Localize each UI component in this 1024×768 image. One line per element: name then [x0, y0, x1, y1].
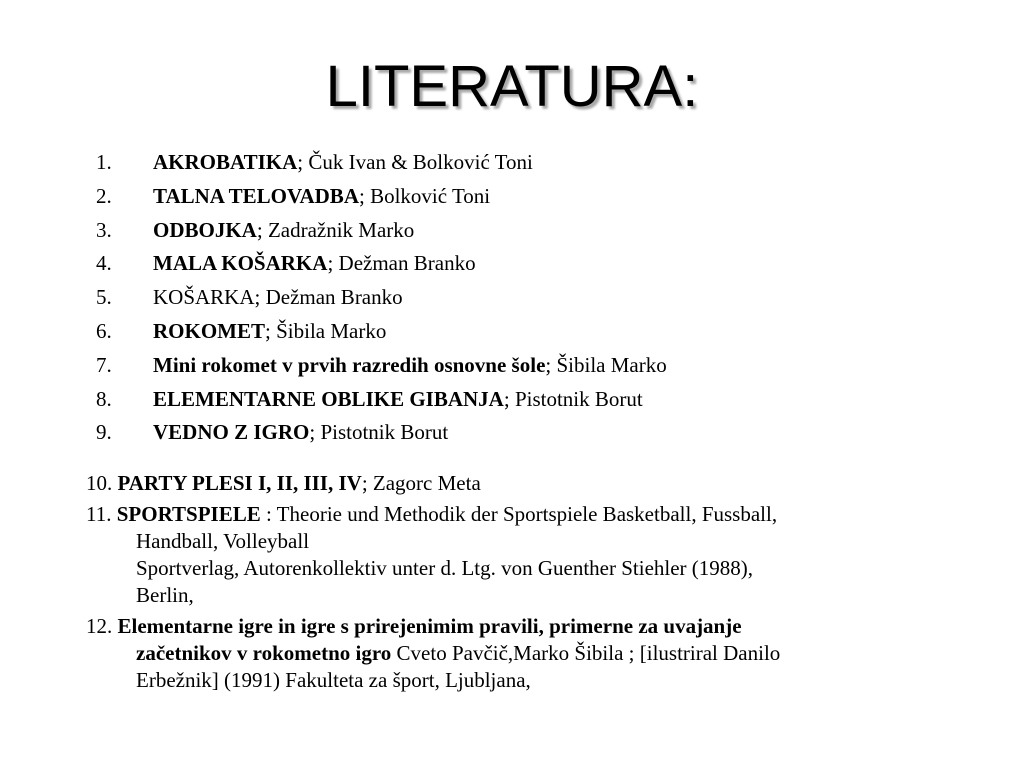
book-title: AKROBATIKA [153, 150, 298, 174]
separator: ; [297, 150, 304, 174]
list-item [96, 283, 667, 317]
book-title: ODBOJKA [153, 217, 257, 242]
book-author: Šibila Marko [551, 352, 667, 377]
book-description-line: Handball, Volleyball [136, 529, 310, 553]
book-author: Dežman Branko [333, 251, 476, 276]
list-item [96, 148, 667, 182]
book-authors: Cveto Pavčič,Marko Šibila ; [ilustriral Danilo [391, 641, 781, 665]
separator: ; [503, 386, 510, 411]
book-author: Zadražnik Marko [262, 217, 415, 242]
separator: ; [545, 352, 552, 377]
list-item [96, 249, 667, 283]
item-number: 11. [86, 502, 117, 526]
book-title: ELEMENTARNE OBLIKE GIBANJA [153, 386, 504, 411]
item-number: 1. [96, 150, 112, 174]
list-item-10 [86, 470, 986, 497]
list-item [96, 385, 667, 419]
item-number: 3. [96, 217, 112, 242]
list-item [96, 418, 667, 452]
book-title: TALNA TELOVADBA [153, 183, 359, 208]
book-title: VEDNO Z IGRO [153, 420, 310, 445]
separator: ; [309, 420, 316, 445]
list-item [96, 317, 667, 351]
list-item-12 [86, 613, 986, 694]
book-description: : Theorie und Methodik der Sportspiele Basketball, Fussball, [260, 502, 778, 526]
list-item [96, 351, 667, 385]
book-title: MALA KOŠARKA [153, 251, 328, 276]
list-item [96, 216, 667, 250]
book-title: ROKOMET [153, 318, 266, 343]
book-publisher: Sportverlag, Autorenkollektiv unter d. Ltg. von Guenther Stiehler (1988), [136, 556, 754, 580]
book-author: ; Zagorc Meta [361, 471, 481, 495]
item-number: 5. [96, 285, 112, 310]
book-title: KOŠARKA; Dežman Branko [153, 285, 403, 310]
book-title: Elementarne igre in igre s prirejenimim pravili, primerne za uvajanje [117, 614, 742, 638]
separator: ; [265, 318, 271, 343]
item-number: 2. [96, 183, 112, 208]
list-item-11 [86, 501, 986, 609]
book-publisher: Erbežnik] (1991) Fakulteta za šport, Ljubljana, [136, 668, 531, 692]
book-title-end: začetnikov v rokometno igro [136, 641, 392, 665]
additional-literature-list [86, 470, 986, 698]
list-item [96, 182, 667, 216]
book-author: Pistotnik Borut [315, 420, 449, 445]
item-number: 6. [96, 318, 112, 343]
book-author: Pistotnik Borut [509, 386, 643, 411]
item-number: 10. [86, 471, 118, 495]
item-number: 9. [96, 420, 112, 445]
separator: ; [256, 217, 263, 242]
book-title: Mini rokomet v prvih razredih osnovne šole [153, 352, 546, 377]
literature-list [96, 148, 667, 452]
book-title: PARTY PLESI I, II, III, IV [117, 471, 362, 495]
book-place: Berlin, [136, 583, 194, 607]
separator: ; [358, 183, 365, 208]
book-author: Šibila Marko [270, 318, 387, 343]
item-number: 7. [96, 352, 112, 377]
separator: ; [327, 251, 334, 276]
book-author: Bolković Toni [364, 183, 491, 208]
slide-title: LITERATURA: [325, 54, 699, 119]
item-number: 4. [96, 251, 112, 276]
book-title-continuation [86, 640, 986, 667]
item-number: 8. [96, 386, 112, 411]
book-author: Čuk Ivan & Bolković Toni [303, 150, 533, 174]
book-title: SPORTSPIELE [116, 502, 261, 526]
item-number: 12. [86, 614, 118, 638]
